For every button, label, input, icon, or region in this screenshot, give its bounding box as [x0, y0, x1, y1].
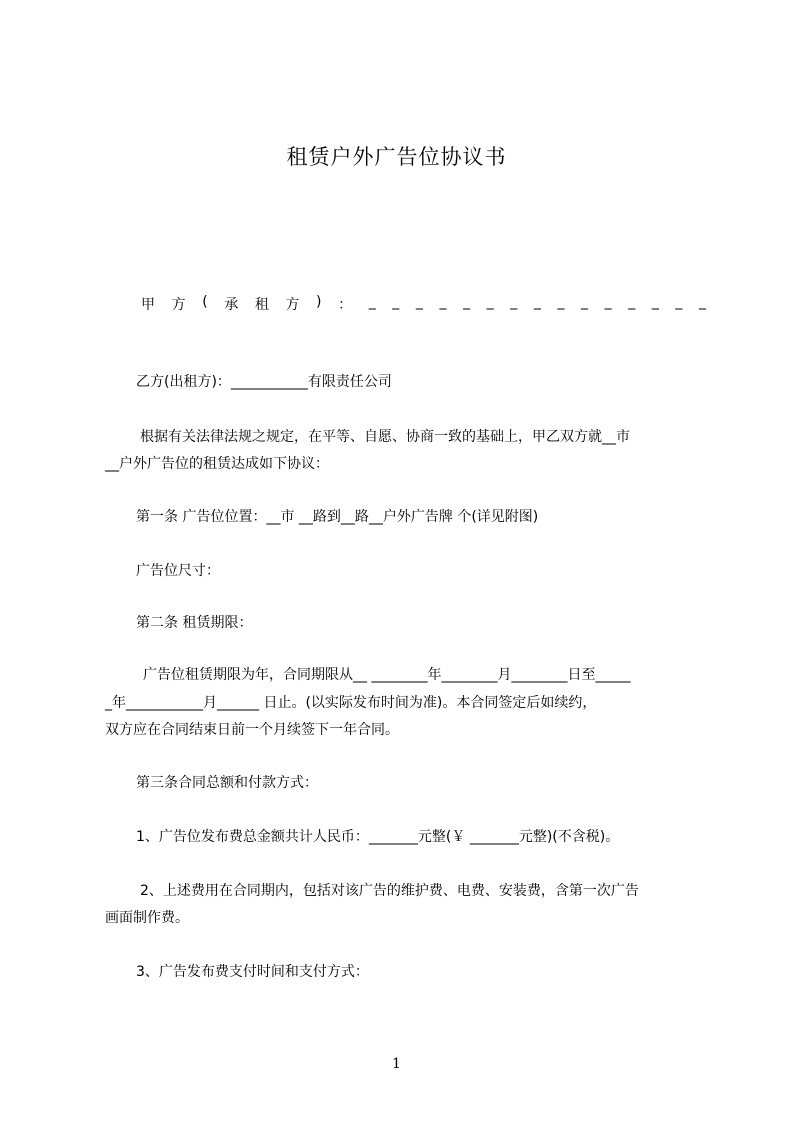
party-a-blank: _	[581, 294, 589, 310]
party-a-char: ：	[338, 297, 353, 313]
party-a-blank: _	[368, 294, 376, 310]
article-3: 第三条合同总额和付款方式：	[136, 775, 318, 791]
party-a-blank: _	[533, 294, 541, 310]
payment-item-3: 3、广告发布费支付时间和支付方式：	[136, 964, 369, 980]
party-a-blank: _	[392, 294, 400, 310]
party-a-char: 方	[171, 297, 186, 313]
party-a-blank: _	[557, 294, 565, 310]
page-number: 1	[392, 1056, 401, 1072]
party-b-line: 乙方(出租方)：___________有限责任公司	[136, 374, 392, 390]
party-a-char: )	[316, 294, 322, 310]
party-a-blank: _	[651, 294, 659, 310]
article-1: 第一条 广告位位置：__市 __路到__路__户外广告牌 个(详见附图)	[136, 509, 539, 525]
article-2: 第二条 租赁期限：	[136, 615, 253, 631]
party-a-char: 甲	[141, 297, 155, 313]
party-a-blank: _	[699, 294, 706, 310]
intro-paragraph-line-2: __户外广告位的租赁达成如下协议：	[105, 456, 329, 472]
party-a-line	[141, 294, 706, 314]
document-title: 租赁户外广告位协议书	[286, 145, 507, 169]
term-paragraph-line-2: _年___________月______ 日止。(以实际发布时间为准)。本合同签定后如续约，	[105, 695, 597, 711]
party-a-char: 方	[285, 297, 300, 313]
party-a-blank: _	[486, 294, 494, 310]
party-a-blank: _	[510, 294, 518, 310]
term-paragraph-line-3: 双方应在合同结束日前一个月续签下一年合同。	[105, 722, 399, 738]
party-a-char: 承	[224, 297, 239, 313]
payment-item-2-line-2: 画面制作费。	[105, 910, 189, 926]
ad-size-line: 广告位尺寸：	[136, 563, 220, 579]
party-a-blank: _	[463, 294, 471, 310]
party-a-blank: _	[675, 294, 683, 310]
term-paragraph-line-1: 广告位租赁期限为年，合同期限从__ ________年________月________日至_____	[143, 667, 631, 683]
party-a-blank: _	[415, 294, 423, 310]
payment-item-2-line-1: 2、上述费用在合同期内，包括对该广告的维护费、电费、安装费，含第一次广告	[140, 883, 639, 899]
party-a-blank: _	[628, 294, 636, 310]
intro-paragraph-line-1: 根据有关法律法规之规定，在平等、自愿、协商一致的基础上，甲乙双方就__市	[140, 429, 630, 445]
party-a-blank: _	[604, 294, 612, 310]
payment-item-1: 1、广告位发布费总金额共计人民币：_______元整(￥ _______元整)(不含税)。	[136, 829, 620, 845]
party-a-char: 租	[254, 297, 269, 313]
party-a-char: (	[202, 294, 208, 310]
party-a-blank: _	[439, 294, 447, 310]
